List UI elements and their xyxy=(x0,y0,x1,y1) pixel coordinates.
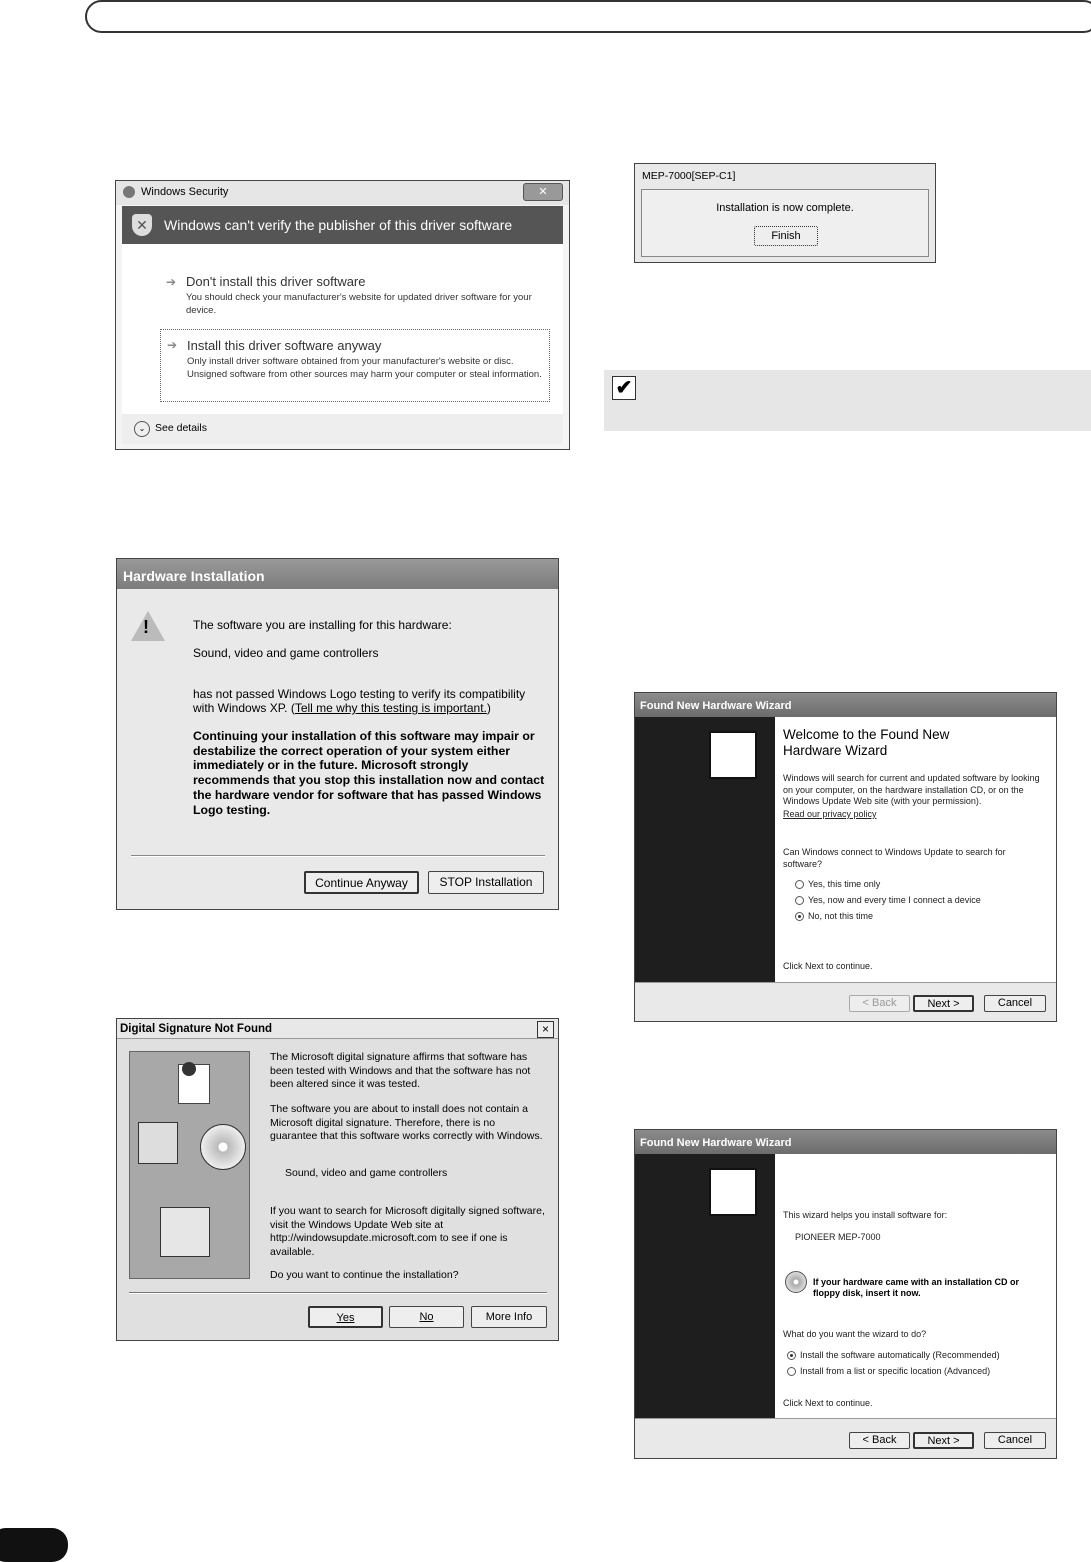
computer-icon xyxy=(160,1207,210,1257)
cancel-button[interactable]: Cancel xyxy=(984,1432,1046,1449)
found-new-hardware-wizard-2 xyxy=(634,1129,1057,1459)
dialog-title: Hardware Installation xyxy=(117,559,558,589)
floppy-icon xyxy=(138,1122,178,1164)
arrow-icon: ➔ xyxy=(166,275,177,289)
warning-text: Continuing your installation of this software may impair or destabilize the correct operation of your system either immediately or in the future. Microsoft strongly recommends that you stop this installation now and contact the hardware vendor for software that has passed Windows Logo testing. xyxy=(193,729,545,817)
wizard-content xyxy=(775,717,1056,982)
close-icon[interactable]: × xyxy=(537,1021,554,1038)
dialog-title: Windows Security xyxy=(141,186,229,198)
dialog-title: Found New Hardware Wizard xyxy=(635,693,1056,717)
dont-install-option[interactable]: ➔ Don't install this driver software You should check your manufacturer's website for updated driver software for your device. xyxy=(166,274,532,316)
wizard-content xyxy=(775,1154,1056,1418)
install-anyway-option[interactable]: ➔ Install this driver software anyway Only install driver software obtained from your manufacturer's website or disc. Unsigned software from other sources may harm your computer or steal information. xyxy=(160,329,550,402)
title-bar xyxy=(116,181,569,205)
radio-option-2[interactable]: Install from a list or specific location (Advanced) xyxy=(787,1366,990,1376)
globe-icon xyxy=(182,1062,196,1076)
hardware-icon xyxy=(709,1168,757,1216)
intro-text: Windows will search for current and updated software by looking on your computer, on the hardware installation CD, or on the Windows Update Web site (with your permission). xyxy=(783,773,1040,806)
logo-text: has not passed Windows Logo testing to verify its compatibility with Windows XP. (Tell me why this testing is important.) xyxy=(193,687,526,715)
next-hint: Click Next to continue. xyxy=(783,1398,873,1408)
divider xyxy=(131,855,545,857)
next-button[interactable]: Next > xyxy=(913,1432,974,1449)
radio-icon xyxy=(787,1367,796,1376)
shield-x-icon: ✕ xyxy=(132,214,152,236)
radio-option-3[interactable]: No, not this time xyxy=(795,911,873,921)
paragraph-1: The Microsoft digital signature affirms that software has been tested with Windows and that the software has not been altered since it was tested. xyxy=(270,1051,531,1090)
radio-icon xyxy=(787,1351,796,1360)
dialog-body xyxy=(122,244,563,414)
chevron-down-icon[interactable]: ⌄ xyxy=(134,421,150,437)
question-text: Can Windows connect to Windows Update to search for software? xyxy=(783,847,1006,869)
next-hint: Click Next to continue. xyxy=(783,961,873,971)
radio-option-2[interactable]: Yes, now and every time I connect a device xyxy=(795,895,981,905)
complete-message: Installation is now complete. xyxy=(716,202,854,214)
wizard-footer xyxy=(635,982,1056,1022)
device-name: Sound, video and game controllers xyxy=(193,646,379,660)
install-complete-dialog xyxy=(634,163,936,263)
warning-banner: ✕ Windows can't verify the publisher of this driver software xyxy=(122,206,563,244)
wizard-footer xyxy=(635,1418,1056,1459)
dialog-title: Found New Hardware Wizard xyxy=(635,1130,1056,1154)
continue-anyway-button[interactable]: Continue Anyway xyxy=(304,871,419,894)
wizard-heading: Welcome to the Found New Hardware Wizard xyxy=(783,727,950,758)
cd-icon xyxy=(785,1271,807,1293)
message-panel xyxy=(641,189,929,257)
dialog-footer xyxy=(122,414,563,444)
illustration xyxy=(129,1051,250,1279)
radio-icon xyxy=(795,880,804,889)
finish-button[interactable]: Finish xyxy=(754,226,818,246)
cd-note: If your hardware came with an installation CD or floppy disk, insert it now. xyxy=(813,1277,1020,1298)
dialog-title: Digital Signature Not Found xyxy=(117,1019,558,1039)
divider xyxy=(129,1292,547,1294)
device-name: PIONEER MEP-7000 xyxy=(795,1232,881,1242)
hardware-installation-dialog: Hardware Installation ! The software you are installing for this hardware: Sound, video and game controllers has not passed Windows Logo testing to verify its compatibility with Windows XP. (Tell me why this testing is important.) Continuing your installation of this software may impair or destabilize the correct operation of your system either immediately or in the future. Microsoft strongly recommends that you stop this installation now and contact the hardware vendor for software that has passed Windows Logo testing. Continue Anyway STOP Installation xyxy=(116,558,559,910)
see-details-link[interactable]: See details xyxy=(155,422,207,434)
check-icon: ✔ xyxy=(612,376,636,400)
back-button[interactable]: < Back xyxy=(849,1432,910,1449)
wizard-side-panel xyxy=(635,717,775,982)
paragraph-2: The software you are about to install does not contain a Microsoft digital signature. Therefore, there is no guarantee that this software works correctly with Windows. xyxy=(270,1103,543,1142)
wizard-side-panel xyxy=(635,1154,775,1418)
yes-button[interactable]: Yes xyxy=(308,1306,383,1328)
device-name: Sound, video and game controllers xyxy=(285,1167,448,1179)
page-number-tab xyxy=(0,1528,68,1562)
cd-icon xyxy=(200,1124,246,1170)
paragraph-3: If you want to search for Microsoft digitally signed software, visit the Windows Update Web site at http://windowsupdate.microsoft.com to see if one is available. xyxy=(270,1205,545,1258)
more-info-button[interactable]: More Info xyxy=(471,1306,547,1328)
back-button[interactable]: < Back xyxy=(849,995,910,1012)
hardware-icon xyxy=(709,731,757,779)
stop-installation-button[interactable]: STOP Installation xyxy=(428,871,544,894)
intro-text: This wizard helps you install software for: xyxy=(783,1210,948,1220)
radio-icon xyxy=(795,896,804,905)
shield-icon xyxy=(123,186,135,198)
radio-option-1[interactable]: Install the software automatically (Recommended) xyxy=(787,1350,1000,1360)
why-testing-link[interactable]: Tell me why this testing is important. xyxy=(294,701,487,715)
radio-icon xyxy=(795,912,804,921)
arrow-icon: ➔ xyxy=(167,338,178,352)
note-box xyxy=(604,370,1091,431)
header-bar xyxy=(85,0,1091,33)
radio-option-1[interactable]: Yes, this time only xyxy=(795,879,880,889)
digital-signature-dialog xyxy=(116,1018,559,1341)
privacy-link[interactable]: Read our privacy policy xyxy=(783,809,877,819)
no-button[interactable]: No xyxy=(389,1306,464,1328)
found-new-hardware-wizard-1 xyxy=(634,692,1057,1022)
dialog-title: MEP-7000[SEP-C1] xyxy=(642,170,736,182)
paragraph-4: Do you want to continue the installation? xyxy=(270,1269,459,1281)
intro-text: The software you are installing for this hardware: xyxy=(193,618,452,632)
question-text: What do you want the wizard to do? xyxy=(783,1329,927,1339)
next-button[interactable]: Next > xyxy=(913,995,974,1012)
close-icon[interactable]: ✕ xyxy=(523,183,563,201)
cancel-button[interactable]: Cancel xyxy=(984,995,1046,1012)
windows-security-dialog xyxy=(115,180,570,450)
